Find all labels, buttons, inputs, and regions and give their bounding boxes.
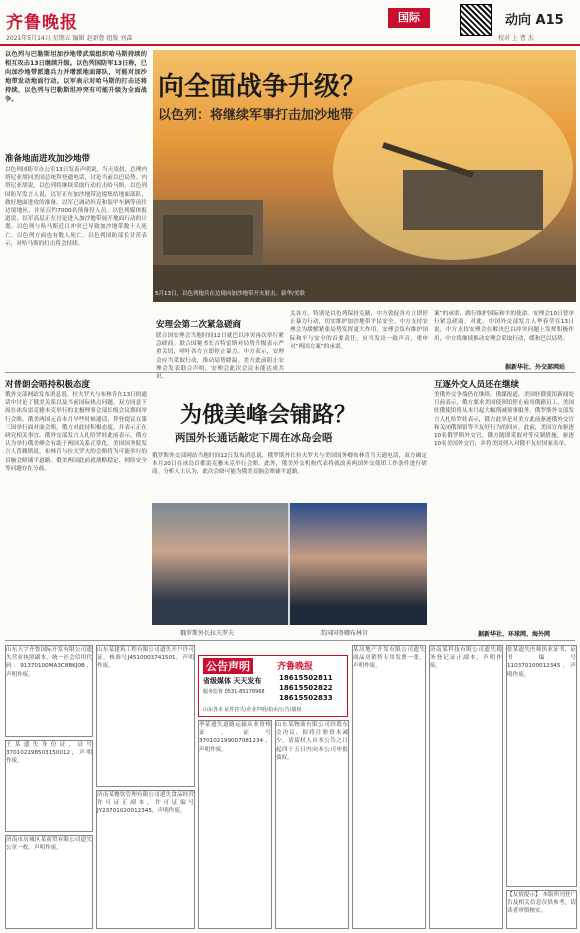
announce-company: 省级媒体 天天发布: [203, 677, 262, 685]
lead-col4-body: 案”的承诺，践行维护国际和平的使命。安理会10日曾举行紧急磋商。对此，中国外交部发言人华春莹在13日说，中方支持安理会在解决巴以冲突问题上发挥积极作用，中方将继续推动安理会采取行动，缓和巴以局势。: [434, 311, 574, 342]
lead-col1-heading: 准备地面进攻加沙地带: [5, 154, 91, 164]
page-tag: 动向 A15: [505, 13, 564, 28]
lead-col2-heading: 安理会第二次紧急磋商: [156, 320, 242, 330]
second-caption-right: 美国国务卿布林肯: [320, 630, 369, 637]
announce-phone-label: 服务监督 0531-85178968: [203, 689, 265, 695]
lead-title: 向全面战争升级？: [158, 72, 367, 102]
lead-credit: 据新华社、外交部网站: [505, 364, 566, 371]
second-credit: 据新华社、环球网、海外网: [478, 631, 551, 638]
blinken-photo: [290, 503, 427, 625]
ad-block: 济南某科技有限公司遗失税务登记证正副本，声明作废。: [429, 645, 503, 929]
announce-phone-1: 18615502811: [279, 674, 333, 682]
second-caption-left: 俄罗斯外长拉夫罗夫: [180, 630, 235, 637]
masthead-logo: 齐鲁晚报: [6, 13, 78, 33]
lead-col1-body: 以色列国防军办公室13日发表声明说，当天凌晨，总理内塔尼亚胡同美国总统拜登通电话，讨论当前以巴局势。内塔尼亚胡说，以色列将继续采取行动打击哈马斯。以色列国防军发言人说，以军正在加沙地带边境集结地面部队，做好地面进攻的准备。以军已调动坦克和装甲车辆等前往边境地区，并征召约7000名预备役人员。以色列媒体报道说，以军高层正在讨论进入加沙地带展开地面行动的计划。以色列与哈马斯近日冲突已导致加沙地带数十人死亡，以色列方面也有数人死亡。以色列国防部长甘茨表示，对哈马斯的打击将会持续。: [5, 167, 147, 247]
ad-block: 济南某餐饮管理有限公司遗失食品经营许可证正副本，许可证编号JY23701020012345，声明作废。: [96, 790, 195, 929]
announce-title: 公告声明: [203, 658, 253, 674]
announce-notice: 山东各市 证件挂失/企业声明/拍卖/公告/债权: [203, 707, 302, 713]
ad-block: 王某遗失身份证，证号370102198503150012，声明作废。: [5, 740, 93, 832]
lead-col2-body: 联合国安理会当地时间12日就巴以冲突再次举行紧急磋商。联合国秘书长古特雷斯对局势升级表示严重关切，呼吁各方立即停止暴力。中方表示，安理会应当采取行动，推动局势降温。美方此前阻止安理会发表联合声明。安理会此次会议未能达成共识。: [156, 333, 284, 381]
second-photo: [152, 503, 427, 625]
ad-footer-notice: 【友情提示】 本版所刊登广告及相关信息仅供参考，请读者审慎核实。: [506, 890, 577, 929]
section-label: 国际: [388, 8, 430, 28]
second-right-body: 美俄外交争端仍在继续。俄媒报道，美国驻俄使馆新闻处日前表示，俄方要求美国使领馆停止雇用俄籍员工，美国驻俄使馆将从本月起大幅削减领事服务。俄罗斯外交部发言人扎哈罗娃表示，俄方此举是对美方此前驱逐俄外交官和关闭俄领馆等不友好行为的回应。此前，美国宣布驱逐10名俄罗斯外交官，俄方随即采取对等反制措施，驱逐10名美国外交官，并将美国列入对俄不友好国家名单。: [434, 392, 574, 448]
editors-line: 校对 上 曹 杰: [498, 35, 534, 42]
qr-code-icon: [460, 4, 492, 36]
ad-block: 山东某物流有限公司经股东会决议，拟将注册资本减少，请债权人自本公告之日起四十五日内向本公司申报债权。: [275, 720, 349, 929]
ad-block: 济南市历城区某商贸有限公司遗失公章一枚，声明作废。: [5, 835, 93, 929]
divider: [5, 640, 575, 641]
second-left-heading: 对普朗会晤持积极态度: [5, 380, 91, 390]
lavrov-photo: [152, 503, 288, 625]
announcement-box: [198, 655, 348, 717]
second-mid-body: 俄罗斯外交部网站当地时间12日发布消息说，俄罗斯外长拉夫罗夫与美国国务卿布林肯当天通电话，双方确定本月20日在冰岛首都雷克雅未克举行会晤。此外，俄美外交机构代表将就改善两国外交使团工作条件进行磋商。分析人士认为，此次会晤可能为俄美首脑会晤铺平道路。: [152, 453, 427, 476]
ad-block: 山东某建筑工程有限公司遗失开户许可证，核准号J4510003741501，声明作废。: [96, 645, 195, 787]
ad-block: 某房地产开发有限公司遗失商品房销售专用发票一张，声明作废。: [352, 645, 426, 929]
divider: [5, 372, 575, 373]
announce-paper: 齐鲁晚报: [277, 662, 314, 672]
lead-col3-body: 关各方，特别是以色列保持克制，中方敦促各方立即停止暴力行动，切实维护加沙地带平民安全。中方支持安理会为缓解紧张局势发挥更大作用，安理会负有维护国际和平与安全的首要责任，应当发出一致声音，重申对“两国方案”的承诺。: [290, 311, 428, 350]
lead-subtitle: 以色列：将继续军事打击加沙地带: [158, 108, 354, 123]
ad-block: 张某遗失医师执业证书，证书编号110370100012345，声明作废。: [506, 645, 577, 887]
second-subtitle: 两国外长通话敲定下周在冰岛会晤: [175, 432, 333, 444]
ad-block: 山东天宇齐鲁国际开发有限公司遗失营业执照副本，统一社会信用代码：91370100MA3C8BKJ0B，声明作废。: [5, 645, 93, 737]
dateline: 2021年5月14日 星期五 编辑 赵新鲁 组版 刘森: [6, 35, 133, 42]
announce-phone-3: 18615502833: [279, 694, 333, 702]
second-title: 为俄美峰会铺路？: [180, 403, 357, 428]
second-right-heading: 互逐外交人员还在继续: [434, 380, 520, 390]
second-left-body: 俄外交部网站发布消息说，拉夫罗夫与布林肯在13日的通话中讨论了俄美关系以及当前国际热点问题。双方同意下周在冰岛雷克雅未克举行的北极理事会部长级会议期间举行会晤。俄美两国元首本月早些时候通话，拜登提议在第三国举行面对面会晤，俄方对此持积极态度，并表示正在研究相关事宜。俄外交部发言人扎哈罗娃此前表示，俄方认为举行俄美峰会有助于两国关系正常化。美国国务院发言人普赖斯说，布林肯与拉夫罗夫的会晤将为可能举行的首脑会晤铺平道路。俄美两国此前就战略稳定、网络安全等问题存在分歧。: [5, 392, 147, 472]
announce-phone-2: 18615502822: [279, 684, 333, 692]
lead-intro: 以色列与巴勒斯坦加沙地带武装组织哈马斯持续的相互攻击13日继续升级。以色列国防军13日称，已向加沙地带派遣兵力并增派地面部队，可能对加沙地带发动地面行动。以军表示对哈马斯的打击还将持续，以色列与巴勒斯坦冲突有可能升级为全面战争。: [5, 51, 147, 103]
lead-photo-caption: 5月13日，以色列炮兵在边境向加沙地带开火射击。新华/美联: [155, 291, 305, 297]
ad-block: 李某遗失道路运输从业资格证，证号370102199007081234，声明作废。: [198, 720, 272, 929]
